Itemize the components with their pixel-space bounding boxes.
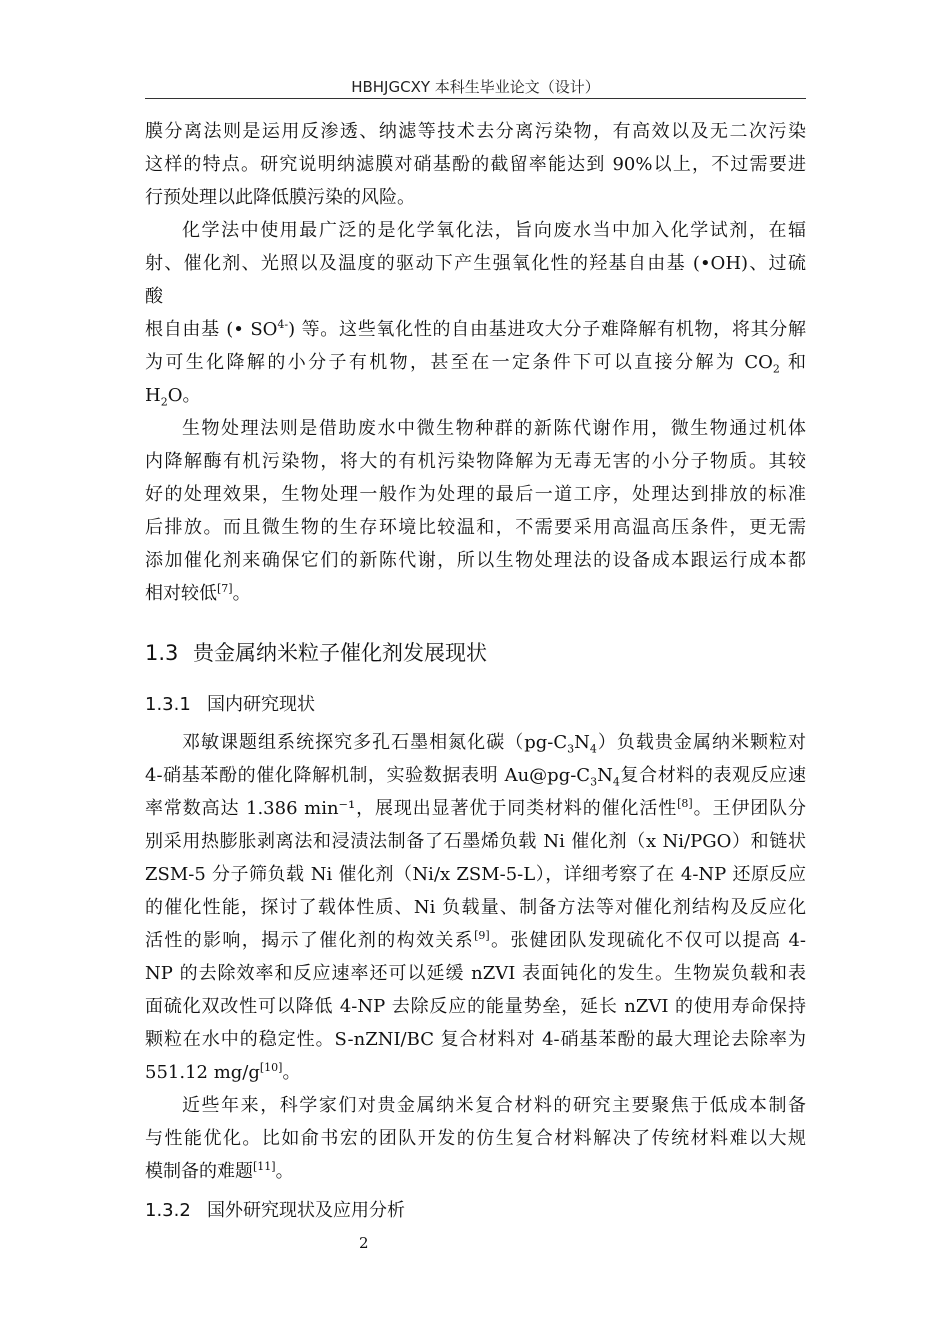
- paragraph-line: 这样的特点。研究说明纳滤膜对硝基酚的截留率能达到 90%以上，不过需要进: [145, 154, 806, 175]
- paragraph-line: 近些年来，科学家们对贵金属纳米复合材料的研究主要聚焦于低成本制备: [182, 1095, 806, 1116]
- paragraph-line: 相对较低[7]。: [145, 582, 251, 604]
- header-rule: [145, 98, 806, 99]
- paragraph-line: 的催化性能，探讨了载体性质、Ni 负载量、制备方法等对催化剂结构及反应化: [145, 897, 806, 918]
- paragraph-line: 内降解酶有机污染物，将大的有机污染物降解为无毒无害的小分子物质。其较: [145, 451, 806, 472]
- paragraph-line: 4-硝基苯酚的催化降解机制，实验数据表明 $Au@pg-C_3N_4$复合材料的表观反应速: [145, 765, 807, 789]
- paragraph-line: 根自由基 (• $SO^{4-}$) 等。这些氧化性的自由基进攻大分子难降解有机物，将其分解: [145, 318, 806, 340]
- paragraph-line: 膜分离法则是运用反渗透、纳滤等技术去分离污染物，有高效以及无二次污染: [145, 121, 806, 142]
- paragraph-line: 与性能优化。比如俞书宏的团队开发的仿生复合材料解决了传统材料难以大规: [145, 1128, 806, 1149]
- paragraph-line: NP 的去除效率和反应速率还可以延缓 nZVI 表面钝化的发生。生物炭负载和表: [145, 963, 806, 984]
- paragraph-line: 活性的影响，揭示了催化剂的构效关系[9]。张健团队发现硫化不仅可以提高 4-: [145, 929, 806, 951]
- paragraph-line: 率常数高达 1.386 min⁻¹，展现出显著优于同类材料的催化活性[8]。王伊团队分: [145, 797, 807, 819]
- paragraph-line: 酸: [145, 286, 163, 307]
- citation: [8]: [677, 797, 693, 810]
- paragraph-line: ZSM-5 分子筛负载 Ni 催化剂（Ni/x ZSM-5-L），详细考察了在 4-NP 还原反应: [145, 864, 806, 885]
- paragraph-line: 邓敏课题组系统探究多孔石墨相氮化碳$(pg-C_3N_4)$负载贵金属纳米颗粒对: [182, 732, 807, 756]
- paragraph-line: 模制备的难题[11]。: [145, 1160, 294, 1182]
- paragraph-line: 面硫化双改性可以降低 4-NP 去除反应的能量势垒，延长 nZVI 的使用寿命保持: [145, 996, 806, 1017]
- paragraph-line: $H_2O$。: [145, 385, 201, 409]
- section-heading: 1.3 贵金属纳米粒子催化剂发展现状: [145, 641, 487, 665]
- citation: [11]: [253, 1160, 276, 1173]
- paragraph-line: 后排放。而且微生物的生存环境比较温和，不需要采用高温高压条件，更无需: [145, 517, 806, 538]
- citation: [7]: [217, 582, 233, 595]
- paragraph-line: 添加催化剂来确保它们的新陈代谢，所以生物处理法的设备成本跟运行成本都: [145, 550, 806, 571]
- paragraph-line: 行预处理以此降低膜污染的风险。: [145, 187, 415, 208]
- page-header: HBHJGCXY 本科生毕业论文（设计）: [351, 78, 600, 96]
- paragraph-line: 生物处理法则是借助废水中微生物种群的新陈代谢作用，微生物通过机体: [182, 418, 806, 439]
- paragraph-line: 551.12 mg/g[10]。: [145, 1061, 301, 1083]
- page-number: 2: [359, 1234, 369, 1252]
- subsection-heading: 1.3.2 国外研究现状及应用分析: [145, 1200, 405, 1221]
- paragraph-line: 别采用热膨胀剥离法和浸渍法制备了石墨烯负载 Ni 催化剂（x Ni/PGO）和链状: [145, 831, 806, 852]
- subsection-heading: 1.3.1 国内研究现状: [145, 694, 315, 715]
- paragraph-line: 颗粒在水中的稳定性。S-nZNI/BC 复合材料对 4-硝基苯酚的最大理论去除率为: [145, 1029, 806, 1050]
- citation: [9]: [474, 929, 490, 942]
- paragraph-line: 好的处理效果，生物处理一般作为处理的最后一道工序，处理达到排放的标准: [145, 484, 806, 505]
- citation: [10]: [259, 1061, 283, 1074]
- paragraph-line: 为可生化降解的小分子有机物，甚至在一定条件下可以直接分解为 $CO_2$ 和: [145, 352, 807, 376]
- paragraph-line: 射、催化剂、光照以及温度的驱动下产生强氧化性的羟基自由基 (•OH)、过硫: [145, 253, 806, 274]
- paragraph-line: 化学法中使用最广泛的是化学氧化法，旨向废水当中加入化学试剂，在辐: [182, 220, 806, 241]
